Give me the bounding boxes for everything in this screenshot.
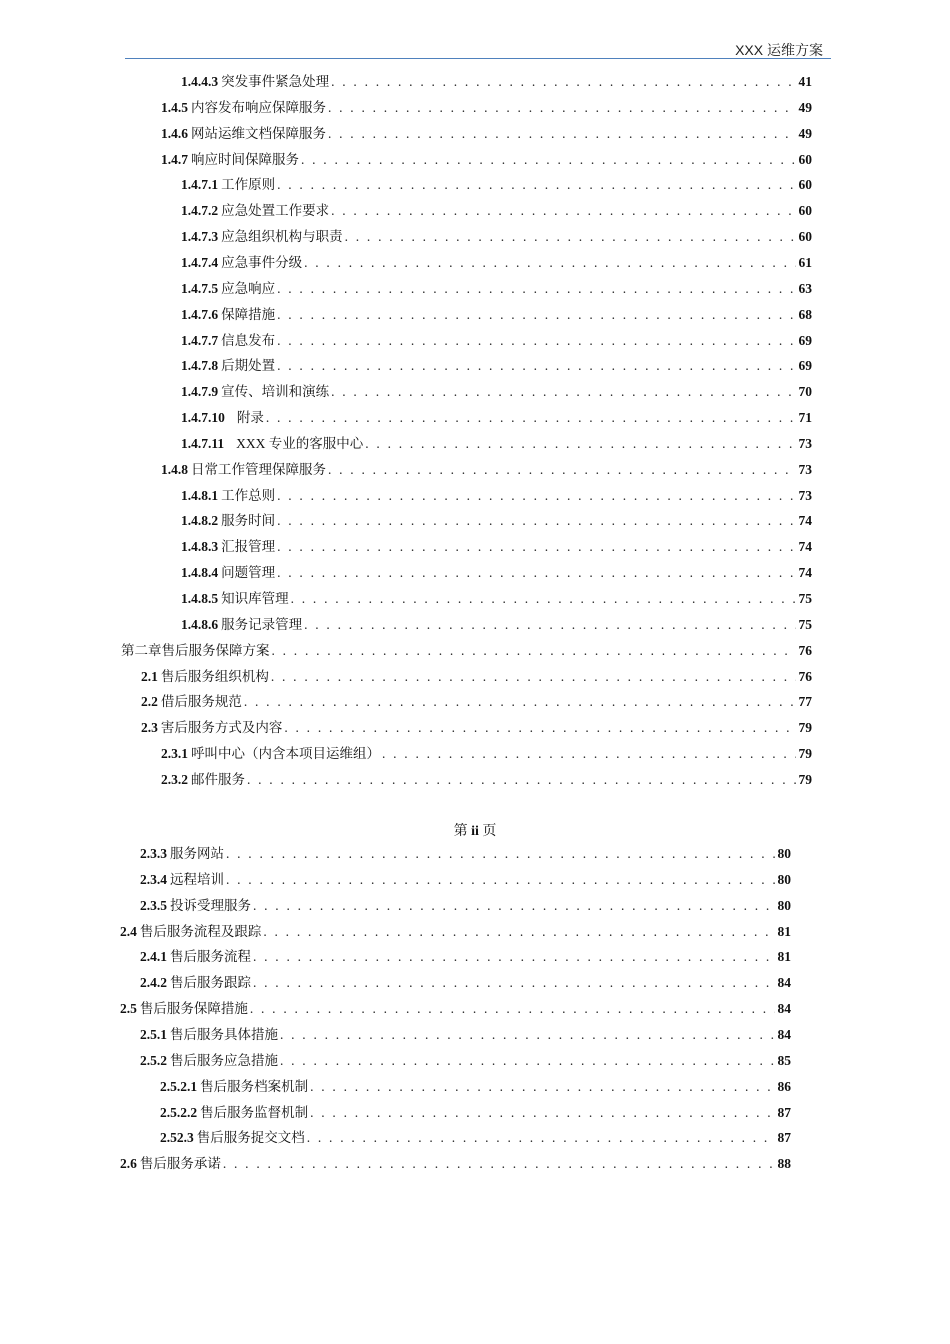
toc-dot-leader (277, 176, 795, 194)
toc-entry-title: 售后服务捉交文档 (196, 1130, 305, 1146)
toc-entry-title: 突发事件紧急处理 (221, 74, 330, 89)
toc-entry-page: 84 (777, 1026, 791, 1042)
toc-entry-page: 69 (798, 358, 812, 374)
toc-entry[interactable] (181, 383, 812, 401)
toc-entry-number: 2.3.3 (140, 846, 167, 861)
toc-dot-leader (250, 1000, 775, 1018)
toc-entry-title: 知识库管理 (221, 591, 289, 606)
toc-entry-title: 汇报管理 (221, 539, 276, 555)
toc-entry[interactable] (140, 897, 791, 915)
toc-entry[interactable] (161, 745, 812, 763)
toc-entry-title: 售后服务具体措施 (170, 1026, 278, 1042)
toc-entry[interactable] (140, 871, 791, 889)
toc-dot-leader (277, 332, 795, 350)
toc-entry-number: 1.4.7.4 (181, 254, 219, 270)
toc-entry-number: 1.4.4.3 (181, 74, 219, 89)
toc-entry-title: 售后服务流程 (170, 949, 251, 965)
toc-dot-leader (263, 923, 774, 941)
toc-entry-title: 第二章售后服务保障方案 (121, 642, 270, 658)
toc-entry-page: 84 (777, 1001, 791, 1017)
toc-dot-leader (277, 512, 795, 530)
toc-entry-page: 77 (798, 694, 812, 710)
toc-entry-number: 1.4.7.8 (181, 358, 219, 374)
toc-entry[interactable] (140, 974, 791, 992)
page-label-prefix: 第 (453, 824, 468, 839)
toc-dot-leader (310, 1104, 774, 1122)
toc-entry-title: 邮件服务 (191, 771, 245, 787)
toc-entry-title: 远程培训 (170, 871, 224, 887)
toc-entry-page: 79 (798, 771, 812, 787)
toc-entry[interactable] (181, 73, 812, 91)
toc-entry-number: 2.5 (120, 1001, 137, 1017)
toc-entry-title: 工作总则 (221, 487, 276, 503)
toc-entry-number: 1.4.7.6 (181, 306, 219, 322)
toc-entry-title: 服务网站 (170, 846, 224, 861)
toc-dot-leader (328, 461, 796, 479)
toc-dot-leader (253, 948, 775, 966)
toc-entry-page: 70 (798, 384, 812, 400)
toc-entry-title: 应急组织机构与职责 (221, 229, 343, 245)
toc-entry-title: 服务时间 (221, 513, 276, 529)
toc-entry-number: 2.4 (120, 923, 137, 939)
toc-entry-page: 76 (798, 668, 812, 684)
toc-entry-title: 售后服务流程及跟踪 (139, 923, 262, 939)
toc-entry-number: 2.5.2.1 (160, 1078, 198, 1094)
toc-dot-leader (304, 254, 795, 272)
toc-entry-title: 信息发布 (221, 332, 276, 348)
toc-entry-page: 75 (798, 616, 812, 632)
toc-entry[interactable] (141, 668, 812, 686)
toc-dot-leader (277, 564, 795, 582)
toc-entry[interactable] (161, 771, 812, 789)
toc-entry[interactable] (181, 512, 812, 530)
toc-entry[interactable] (120, 923, 791, 941)
toc-entry-title: 投诉受理服务 (170, 897, 251, 913)
toc-entry[interactable] (121, 642, 812, 660)
toc-dot-leader (291, 590, 796, 608)
toc-dot-leader (365, 435, 795, 453)
toc-entry[interactable] (160, 1129, 791, 1147)
toc-entry-title: 售后服务跟踪 (170, 975, 251, 991)
toc-dot-leader (304, 616, 795, 634)
toc-entry-page: 74 (798, 539, 812, 555)
toc-entry-page: 76 (798, 642, 812, 658)
toc-entry-number: 1.4.8.6 (181, 616, 219, 632)
toc-entry[interactable] (181, 280, 812, 298)
toc-entry[interactable] (140, 1052, 791, 1070)
toc-entry-page: 60 (798, 229, 812, 245)
toc-entry-number: 2.52.3 (160, 1130, 194, 1146)
page-label-suffix: 页 (482, 824, 497, 839)
toc-entry-page: 73 (798, 487, 812, 503)
toc-entry-page: 81 (777, 949, 791, 965)
toc-entry-number: 2.6 (120, 1156, 137, 1172)
toc-entry-title: 服务记录管理 (221, 616, 303, 632)
toc-entry-number: 1.4.7.7 (181, 332, 219, 348)
toc-entry-number: 1.4.7.9 (181, 384, 219, 400)
toc-entry-title: 售后服务档案机制 (200, 1078, 309, 1094)
toc-entry[interactable] (181, 254, 812, 272)
toc-entry-title: 售后服务应急措施 (170, 1052, 278, 1068)
toc-entry[interactable] (140, 1026, 791, 1044)
toc-dot-leader (277, 306, 795, 324)
toc-entry-title: 工作原则 (221, 177, 276, 193)
toc-entry[interactable] (181, 202, 812, 220)
toc-dot-leader (280, 1026, 775, 1044)
toc-dot-leader (272, 642, 796, 660)
toc-entry[interactable] (181, 590, 812, 608)
toc-dot-leader (331, 202, 795, 220)
toc-entry[interactable] (181, 435, 812, 453)
toc-entry-title: 附录 (236, 410, 264, 426)
toc-entry-number: 1.4.7.1 (181, 177, 219, 193)
toc-entry[interactable] (181, 487, 812, 505)
toc-entry-number: 1.4.8.3 (181, 539, 219, 555)
toc-entry-number: 2.3.1 (161, 746, 188, 762)
toc-entry-title: 应急响应 (221, 280, 276, 296)
toc-entry-page: 61 (798, 254, 812, 270)
toc-entry-page: 79 (798, 746, 812, 762)
toc-entry-title: 问题管理 (221, 565, 276, 581)
toc-dot-leader (345, 228, 796, 246)
toc-entry-number: 2.4.1 (140, 949, 167, 965)
toc-entry-title: 网站运维文档保障服务 (191, 125, 326, 141)
toc-dot-leader (310, 1078, 774, 1096)
toc-entry-number: 2.3.4 (140, 871, 167, 887)
toc-entry[interactable] (141, 719, 812, 737)
toc-dot-leader (266, 409, 796, 427)
toc-entry-page: 69 (798, 332, 812, 348)
toc-entry-number: 1.4.8.5 (181, 591, 219, 606)
toc-entry-title: 呼叫中心（内含本项目运维组） (191, 746, 380, 762)
toc-dot-leader (253, 974, 775, 992)
toc-dot-leader (328, 99, 796, 117)
toc-entry-page: 80 (777, 846, 791, 861)
toc-entry-title: 保障措施 (221, 306, 276, 322)
toc-entry-title: 日常工作管理保障服务 (191, 461, 326, 477)
toc-entry-page: 75 (798, 591, 812, 606)
toc-entry-number: 1.4.8.4 (181, 565, 219, 581)
toc-entry-page: 87 (777, 1130, 791, 1146)
toc-entry-number: 1.4.7.2 (181, 203, 219, 219)
toc-entry[interactable] (141, 693, 812, 711)
page-number-label (0, 820, 950, 840)
toc-entry-page: 79 (798, 720, 812, 736)
toc-dot-leader (382, 745, 796, 763)
toc-entry[interactable] (161, 99, 812, 117)
toc-entry-number: 2.4.2 (140, 975, 167, 991)
toc-entry-title: 应急处置工作要求 (221, 203, 330, 219)
toc-entry-page: 60 (798, 151, 812, 167)
toc-entry-number: 2.2 (141, 694, 158, 710)
toc-dot-leader (280, 1052, 775, 1070)
toc-entry-number: 1.4.7.10 (181, 410, 225, 426)
toc-entry-page: 81 (777, 923, 791, 939)
toc-dot-leader (277, 538, 795, 556)
toc-dot-leader (284, 719, 795, 737)
toc-entry-page: 41 (798, 74, 812, 89)
toc-dot-leader (301, 151, 796, 169)
toc-entry-page: 68 (798, 306, 812, 322)
toc-entry-number: 2.5.1 (140, 1026, 167, 1042)
toc-dot-leader (331, 383, 795, 401)
toc-entry[interactable] (181, 357, 812, 375)
toc-entry-title: 宣传、培训和演练 (221, 384, 330, 400)
toc-entry-number: 1.4.5 (161, 99, 188, 115)
toc-entry-number: 2.3.2 (161, 771, 188, 787)
toc-dot-leader (223, 1155, 775, 1173)
toc-entry-title: XXX 专业的客服中心 (236, 435, 364, 451)
toc-entry[interactable] (181, 332, 812, 350)
toc-entry-number: 1.4.7 (161, 151, 188, 167)
toc-dot-leader (247, 771, 796, 789)
toc-dot-leader (244, 693, 796, 711)
toc-entry-page: 49 (798, 125, 812, 141)
toc-entry-number: 2.1 (141, 668, 158, 684)
toc-entry[interactable] (140, 845, 791, 863)
toc-entry-number: 1.4.8.1 (181, 487, 219, 503)
toc-entry[interactable] (160, 1078, 791, 1096)
toc-entry[interactable] (160, 1104, 791, 1122)
document-header-title: XXX 运维方案 (735, 42, 823, 58)
toc-dot-leader (328, 125, 796, 143)
toc-entry[interactable] (181, 564, 812, 582)
toc-entry-page: 74 (798, 513, 812, 529)
toc-entry-page: 60 (798, 177, 812, 193)
toc-entry[interactable] (120, 1155, 791, 1173)
toc-entry-number: 1.4.7.11 (181, 435, 225, 451)
toc-entry-page: 60 (798, 203, 812, 219)
toc-dot-leader (271, 668, 796, 686)
toc-dot-leader (226, 845, 775, 863)
toc-dot-leader (253, 897, 775, 915)
toc-entry-title: 害后服务方式及内容 (160, 720, 283, 736)
toc-entry[interactable] (181, 176, 812, 194)
toc-entry-page: 84 (777, 975, 791, 991)
toc-entry[interactable] (161, 151, 812, 169)
toc-entry-number: 1.4.6 (161, 125, 188, 141)
toc-dot-leader (307, 1129, 775, 1147)
toc-dot-leader (331, 73, 795, 91)
toc-entry-title: 借后服务规范 (160, 694, 242, 710)
toc-entry-page: 80 (777, 897, 791, 913)
toc-entry-title: 后期处置 (221, 358, 276, 374)
toc-entry-number: 2.3.5 (140, 897, 167, 913)
toc-entry-page: 71 (798, 410, 812, 426)
toc-entry-page: 88 (777, 1156, 791, 1172)
toc-entry-page: 73 (798, 461, 812, 477)
toc-entry[interactable] (140, 948, 791, 966)
toc-entry-number: 1.4.8 (161, 461, 188, 477)
toc-entry[interactable] (181, 409, 812, 427)
toc-entry-title: 内容发布响应保障服务 (191, 99, 326, 115)
toc-entry[interactable] (161, 125, 812, 143)
toc-entry-number: 1.4.7.5 (181, 280, 219, 296)
toc-entry-title: 售后服务监督机制 (200, 1104, 309, 1120)
toc-entry-number: 1.4.8.2 (181, 513, 219, 529)
toc-entry-page: 73 (798, 435, 812, 451)
toc-entry-page: 74 (798, 565, 812, 581)
toc-entry-page: 63 (798, 280, 812, 296)
header-divider (125, 58, 831, 59)
toc-entry[interactable] (120, 1000, 791, 1018)
toc-entry[interactable] (181, 616, 812, 634)
toc-entry-page: 87 (777, 1104, 791, 1120)
page-label-number: ii (471, 824, 479, 839)
toc-entry[interactable] (181, 538, 812, 556)
toc-entry-title: 售后服务保障措施 (139, 1001, 248, 1017)
toc-dot-leader (226, 871, 775, 889)
toc-entry-title: 应急事件分级 (221, 254, 303, 270)
toc-entry-page: 85 (777, 1052, 791, 1068)
toc-entry-page: 80 (777, 871, 791, 887)
toc-entry[interactable] (161, 461, 812, 479)
toc-dot-leader (277, 280, 795, 298)
toc-dot-leader (277, 487, 795, 505)
toc-entry-number: 2.3 (141, 720, 158, 736)
toc-entry-page: 49 (798, 99, 812, 115)
toc-entry-number: 2.5.2.2 (160, 1104, 198, 1120)
toc-entry[interactable] (181, 228, 812, 246)
toc-entry-number: 1.4.7.3 (181, 229, 219, 245)
toc-entry-title: 售后服务组织机构 (160, 668, 269, 684)
toc-entry[interactable] (181, 306, 812, 324)
toc-entry-title: 响应时间保障服务 (191, 151, 299, 167)
toc-entry-title: 售后服务承诺 (139, 1156, 221, 1172)
toc-entry-number: 2.5.2 (140, 1052, 167, 1068)
toc-entry-page: 86 (777, 1078, 791, 1094)
toc-dot-leader (277, 357, 795, 375)
